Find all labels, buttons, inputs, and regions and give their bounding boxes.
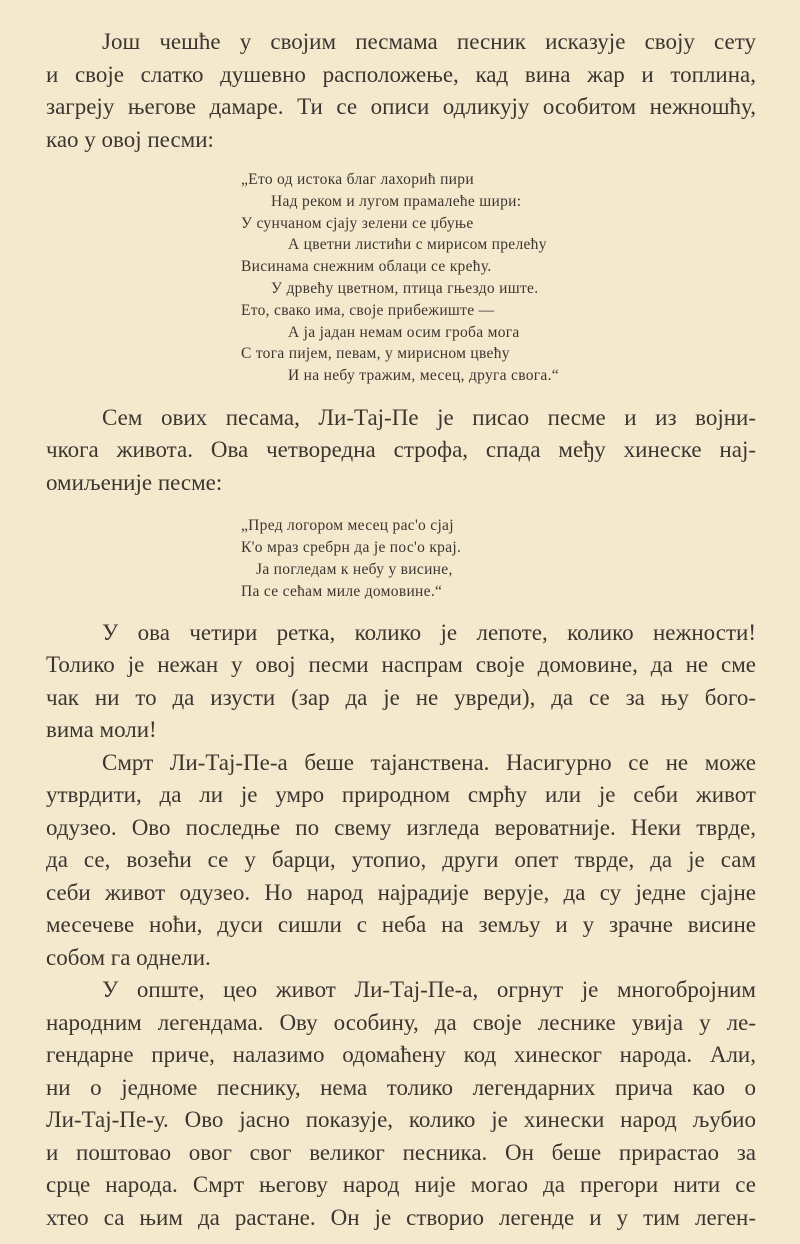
poem-quotation [46,156,756,402]
text-line: хтео са њим да растане. Он је створио легенде и у тим леген- [46,1204,756,1230]
text-line: и поштовао овог свог великог песника. Он беше прирастао за [46,1139,756,1165]
text-line: да се, возећи се у барци, утопио, други опет тврде, да је сам [46,847,756,873]
poem-line: „Ето од истока благ лахорић пири [241,171,474,188]
text-line: као у овој песми: [46,126,214,152]
poem-line: А цветни листићи с мирисом прелећу [288,236,547,254]
text-line: Сем ових песама, Ли-Тај-Пе је писао песме и из војни- [102,404,756,430]
text-line: чак ни то да изусти (зар да је не увреди), да се за њу бого- [46,684,756,710]
paragraph [46,974,756,1234]
poem-line: К'о мраз сребрн да је пос'о крај. [241,539,462,557]
text-line: вима моли! [46,717,157,743]
poem-line: „Пред логором месец рас'о сјај [241,517,454,535]
poem-line: Над реком и лугом прамалеће шири: [271,192,522,210]
poem-line: С тога пијем, певам, у мирисном цвећу [241,345,510,363]
text-line: народним легендама. Ову особину, да своје леснике увија у ле- [46,1009,756,1035]
text-line: утврдити, да ли је умро природном смрћу или је себи живот [46,782,756,808]
text-line: омиљеније песме: [46,469,223,495]
poem-line: И на небу тражим, месец, друга свога.“ [288,367,559,385]
poem-line: Ето, свако има, своје прибежиште — [241,301,495,319]
paragraph [46,747,756,975]
paragraph [46,617,756,747]
poem-line: Висинама снежним облаци се крећу. [241,258,492,276]
paragraph [46,26,756,156]
poem-quotation [46,499,756,616]
text-line: чкога живота. Ова четворедна строфа, спада међу хинеске нај- [46,437,756,463]
poem-line: У дрвећу цветном, птица гњездо иште. [271,279,539,297]
text-line: загреју његове дамаре. Ти се описи одликују особитом нежношћу, [46,94,756,119]
paragraph [46,402,756,500]
text-line: одузео. Ово последње по свему изгледа вероватније. Неки тврде, [46,814,756,840]
poem-line: А ја јадан немам осим гроба мога [288,323,520,341]
text-line: Толико је нежан у овој песми наспрам своје домовине, да не сме [46,652,756,678]
text-line: собом га однели. [46,944,211,970]
text-line: Смрт Ли-Тај-Пе-а беше тајанствена. Насигурно се не може [102,749,756,775]
text-line: месечеве ноћи, дуси сишли с неба на земљу и у зрачне висине [46,912,756,938]
text-line: себи живот одузео. Но народ најрадије верује, да су једне сјајне [46,879,756,905]
text-line: Још чешће у својим песмама песник исказује своју сету [102,29,756,54]
text-line: срце народа. Смрт његову народ није могао да прегори нити се [46,1172,756,1198]
text-line: Ли-Тај-Пе-у. Ово јасно показује, колико је хинески народ љубио [46,1107,756,1133]
text-line: У опште, цео живот Ли-Тај-Пе-а, огрнут је многобројним [102,977,756,1003]
poem-line: У сунчаном сјају зелени се џбуње [241,214,474,232]
text-line: У ова четири ретка, колико је лепоте, колико нежности! [102,619,756,645]
text-line: ни о једноме песнику, нема толико легендарних прича као о [46,1074,756,1100]
text-line: и своје слатко душевно расположење, кад вина жар и топлина, [46,61,756,87]
poem-line: Па се сећам миле домовине.“ [241,582,443,600]
poem-line: Ја погледам к небу у висине, [256,561,453,579]
text-line: гендарне приче, налазимо одомаћену код хинеског народа. Али, [46,1042,756,1068]
